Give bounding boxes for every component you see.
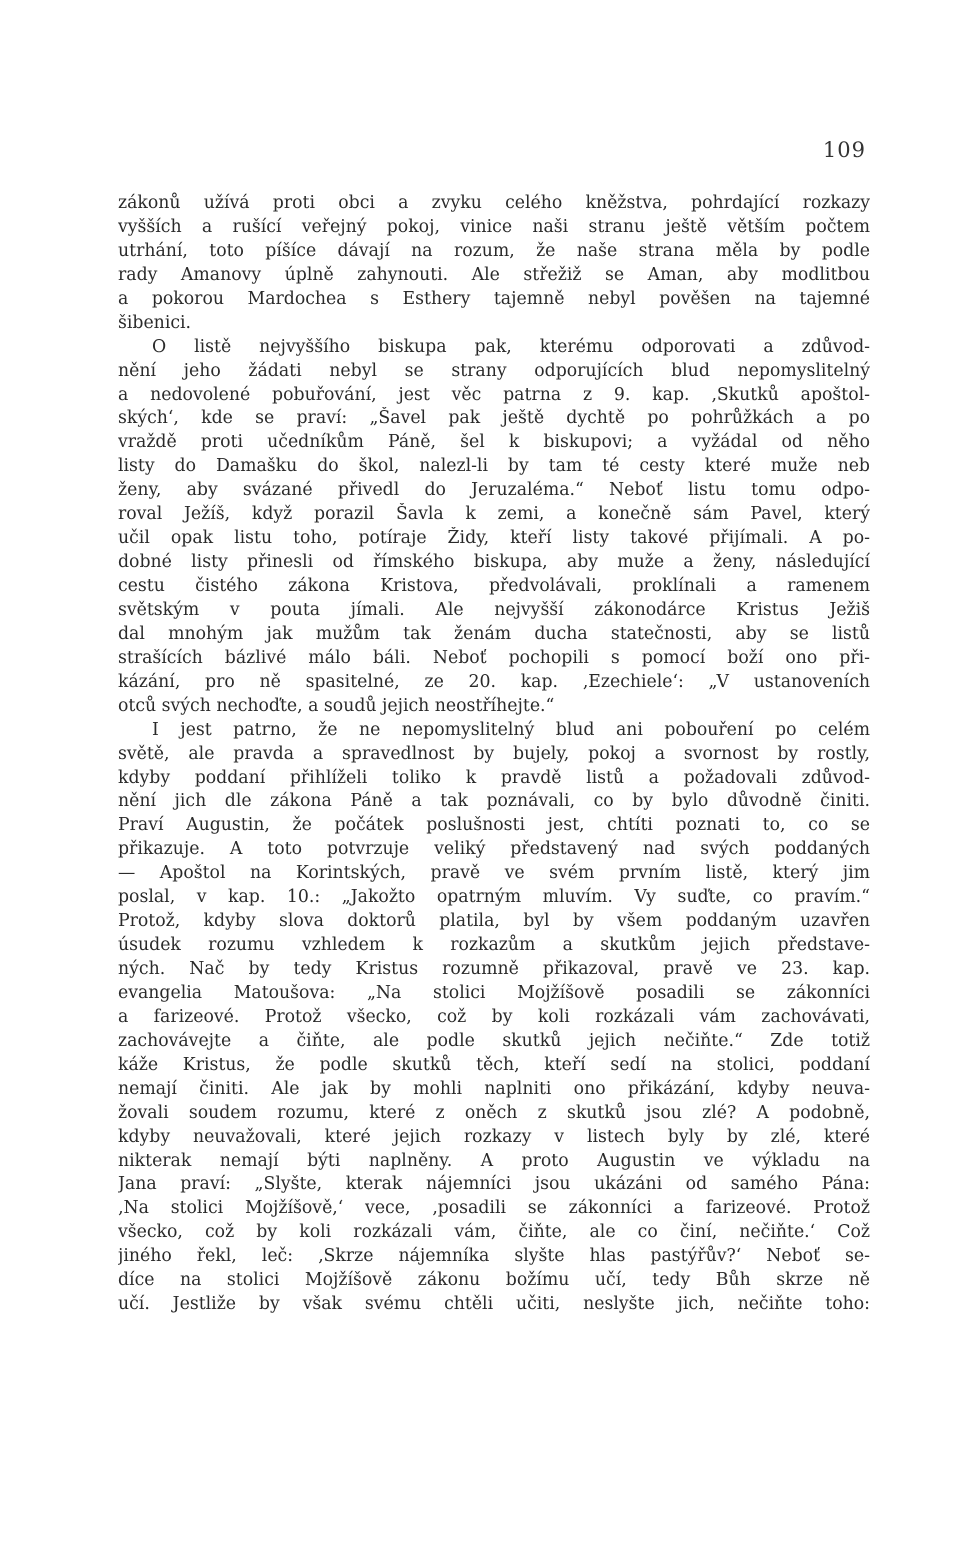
page-number: 109 [822,138,866,162]
body-text [118,192,870,1317]
text-line: vraždě proti učedníkům Páně, šel k biskupovi; a vyžádal od něho [118,432,870,453]
text-line: Jana praví: „Slyšte, kterak nájemníci jsou ukázáni od samého Pána: [118,1174,870,1195]
text-line: listy do Damašku do škol, nalezl-li by tam té cesty které muže neb [118,456,870,477]
text-line: a farizeové. Protož všecko, což by koli rozkázali vám zachovávati, [118,1006,870,1027]
text-line: úsudek rozumu vzhledem k rozkazům a skutkům jejich představe- [118,935,870,956]
text-line: a pokorou Mardochea s Esthery tajemně nebyl pověšen na tajemné [118,288,870,309]
text-line: všecko, což by koli rozkázali vám, čiňte, ale co činí, nečiňte.‘ Což [118,1222,870,1243]
text-line: zákonů užívá proti obci a zvyku celého kněžstva, pohrdající rozkazy [118,193,870,213]
text-line: nění jich dle zákona Páně a tak poznávali, co by bylo důvodně činiti. [118,791,870,812]
text-line: kázání, pro ně spasitelné, ze 20. kap. ‚Ezechiele‘: „V ustanoveních [118,671,870,692]
text-line: dal mnohým jak mužům tak ženám ducha statečnosti, aby se listů [118,623,870,644]
text-line: učí. Jestliže by však svému chtěli učiti, neslyšte jich, nečiňte toho: [118,1294,870,1315]
text-line: světským v pouta jímali. Ale nejvyšší zákonodárce Kristus Ježiš [118,599,870,620]
text-line: přikazuje. A toto potvrzuje veliký představený nad svých poddaných [118,839,870,860]
text-line: nění jeho žádati nebyl se strany odporujících blud nepomyslitelný [118,360,870,381]
text-line: cestu čistého zákona Kristova, předvolávali, proklínali a ramenem [118,576,870,596]
text-line: Praví Augustin, že počátek poslušnosti jest, chtíti poznati to, co se [118,815,870,836]
text-line: ženy, aby svázané přivedl do Jeruzaléma.“ Neboť listu tomu odpo- [118,480,870,501]
text-line: dobné listy přinesli od římského biskupa, aby muže a ženy, následující [118,552,870,573]
text-line: I jest patrno, že ne nepomyslitelný blud ani pobouření po celém [152,719,870,740]
text-line: a nedovolené pobuřování, jest věc patrna z 9. kap. ‚Skutků apoštol- [118,384,870,405]
text-line: Protož, kdyby slova doktorů platila, byl by všem poddaným uzavřen [118,911,870,932]
text-line: ných. Nač by tedy Kristus rozumně přikazoval, pravě ve 23. kap. [118,959,870,979]
text-line: zachovávejte a čiňte, ale podle skutků jejich nečiňte.“ Zde totiž [118,1030,870,1051]
text-line: evangelia Matoušova: „Na stolici Mojžíšově posadili se zákonníci [118,982,870,1003]
text-line: jiného řekl, leč: ‚Skrze nájemníka slyšte hlas pastýřův?‘ Neboť se- [118,1246,870,1267]
text-line: učil opak listu toho, potíraje Židy, kteří listy takové přijímali. A po- [118,528,870,549]
text-line: poslal, v kap. 10.: „Jakožto opatrným mluvím. Vy suďte, co pravím.“ [118,887,870,908]
text-line: strašících bázlivé málo báli. Neboť pochopili s pomocí boží ono při- [118,647,870,668]
text-line: rady Amanovy úplně zahynouti. Ale střežiž se Aman, aby modlitbou [118,264,870,285]
text-line: utrhání, toto píšíce dávají na rozum, že naše strana měla by podle [118,240,870,261]
text-line: kdyby poddaní přihlíželi toliko k pravdě listů a požadovali zdůvod- [118,767,870,788]
text-line: díce na stolici Mojžíšově zákonu božímu učí, tedy Bůh skrze ně [118,1270,870,1291]
text-line: káže Kristus, že podle skutků těch, kteří sedí na stolici, poddaní [118,1054,870,1075]
text-line: nemají činiti. Ale jak by mohli naplniti ono přikázání, kdyby neuva- [118,1078,870,1099]
text-line: otců svých nechoďte, a soudů jejich neostříhejte.“ [118,695,555,716]
text-line: světě, ale pravda a spravedlnost by bujely, pokoj a svornost by rostly, [118,743,870,764]
text-line: ‚Na stolici Mojžíšově,‘ vece, ‚posadili se zákonníci a farizeové. Protož [118,1198,870,1219]
text-line: roval Ježíš, když porazil Šavla k zemi, a konečně sám Pavel, který [118,504,870,525]
text-line: kdyby neuvažovali, které jejich rozkazy v listech byly by zlé, které [118,1126,870,1147]
text-line: žovali soudem rozumu, které z oněch z skutků jsou zlé? A podobně, [118,1102,870,1123]
text-line: šibenici. [118,312,192,333]
text-line: vyšších a rušící veřejný pokoj, vinice naši stranu ještě větším počtem [118,216,870,237]
text-line: ských‘, kde se praví: „Šavel pak ještě dychtě po pohrůžkách a po [118,408,870,429]
text-line: O listě nejvyššího biskupa pak, kterému odporovati a zdůvod- [152,336,870,357]
text-line: nikterak nemají býti naplněny. A proto Augustin ve výkladu na [118,1150,870,1171]
text-line: — Apoštol na Korintských, pravě ve svém prvním listě, který jim [118,863,870,884]
